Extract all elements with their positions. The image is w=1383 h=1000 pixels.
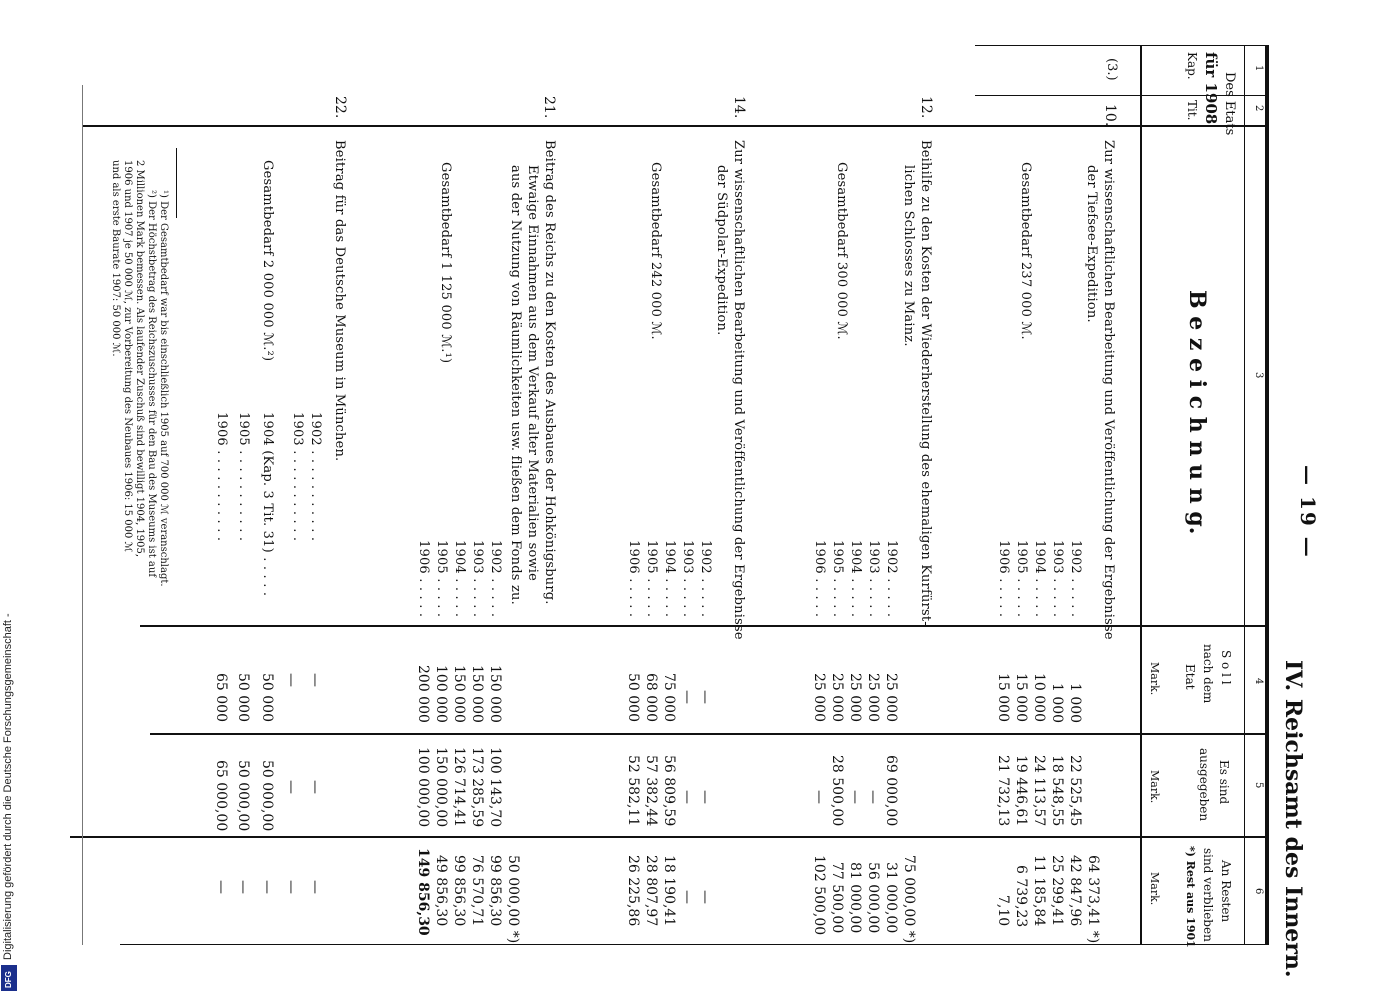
reste-value: 7,10	[995, 895, 1011, 927]
col-number-6: 6	[1253, 888, 1264, 895]
reste-value: 56 000,00	[865, 862, 881, 934]
year-label: 1906 . . . . .	[626, 540, 641, 618]
year-label: 1905 . . . . .	[1014, 540, 1029, 618]
ausgegeben-value: —	[847, 790, 863, 804]
soll-ausgegeben-divider	[150, 733, 1265, 735]
col-number-5: 5	[1253, 782, 1264, 789]
reste-value: 49 856,30	[433, 855, 449, 927]
ausgegeben-value: 57 382,44	[643, 755, 659, 827]
reste-value: 64 373,41 *)	[1085, 855, 1101, 944]
header-tit: Tit.	[1185, 100, 1199, 121]
reste-value: 26 225,86	[625, 855, 641, 927]
ausgegeben-value: 100 000,00	[415, 747, 431, 828]
reste-value: 42 847,96	[1067, 855, 1083, 927]
dfg-logo: DFG	[1, 965, 17, 991]
year-label: 1902 . . . . . . . . . . .	[308, 412, 323, 542]
soll-value: 150 000	[487, 665, 503, 723]
soll-value: —	[697, 690, 713, 704]
year-label: 1904 . . . . .	[662, 540, 677, 618]
tit-body-divider	[82, 125, 1265, 127]
ausgegeben-value: 19 446,61	[1013, 755, 1029, 827]
header-ausgegeben-unit: Mark.	[1148, 770, 1161, 804]
soll-value: 65 000	[213, 673, 229, 722]
ausgegeben-value: 173 285,59	[469, 747, 485, 828]
ausgegeben-value: 52 582,11	[625, 755, 641, 827]
soll-value: —	[679, 690, 695, 704]
soll-value: —	[307, 673, 323, 687]
gesamtbedarf-label: Gesamtbedarf 300 000 ℳ.	[834, 162, 849, 340]
year-label: 1903 . . . . .	[866, 540, 881, 618]
digitization-credit: Digitalisierung gefördert durch die Deutsche Forschungsgemeinschaft -	[2, 613, 14, 960]
ausgegeben-value: 50 000,00	[259, 760, 275, 832]
reste-value: 81 000,00	[847, 862, 863, 934]
page-number: — 19 —	[1296, 465, 1320, 559]
body-soll-divider	[140, 625, 1265, 627]
footnote-line: ¹) Der Gesamtbedarf war bis einschließlich 1905 auf 700 000 ℳ veranschlagt.	[158, 190, 169, 587]
header-reste-line1: An Resten	[1219, 860, 1233, 923]
header-bezeichnung: B e z e i c h n u n g.	[1184, 290, 1210, 535]
year-label: 1904 . . . . .	[1032, 540, 1047, 618]
header-reste-line3: *) Rest aus 1901	[1184, 846, 1197, 948]
year-label: 1903 . . . . . . . . . . .	[290, 412, 305, 542]
item-title-line: der Tiefsee-Expedition.	[1084, 165, 1099, 323]
ausgegeben-value: 150 000,00	[433, 747, 449, 828]
year-label: 1905 . . . . .	[434, 540, 449, 618]
kap-marker: (3.)	[1104, 58, 1119, 81]
ausgegeben-value: 21 732,13	[995, 755, 1011, 827]
soll-value: 75 000	[661, 673, 677, 722]
table-right-rule	[120, 944, 1268, 945]
ausgegeben-value: —	[811, 790, 827, 804]
year-label: 1902 . . . . .	[488, 540, 503, 618]
reste-value: 149 856,30	[415, 848, 431, 936]
ausgegeben-value: 56 809,59	[661, 755, 677, 827]
ausgegeben-value: 126 714,41	[451, 747, 467, 828]
year-label: 1904 . . . . .	[452, 540, 467, 618]
table-left-rule	[975, 45, 1265, 46]
reste-value: 99 856,30	[451, 855, 467, 927]
item-title-line: Zur wissenschaftlichen Bearbeitung und Veröffentlichung der Ergebnisse	[731, 140, 746, 640]
reste-value: —	[697, 890, 713, 904]
soll-value: 68 000	[643, 673, 659, 722]
footnote-line: 2 Millionen Mark bemessen. Als laufender Zuschuß sind bewilligt 1904, 1905,	[134, 160, 145, 558]
gesamtbedarf-label: Gesamtbedarf 2 000 000 ℳ.²)	[260, 160, 275, 362]
item-title-line: Beitrag des Reichs zu den Kosten des Ausbaues der Hohkönigsburg.	[542, 140, 557, 605]
header-bottom-rule	[1140, 45, 1142, 945]
footnote-line: und als erste Baurate 1907: 50 000 ℳ.	[110, 160, 121, 357]
soll-value: 25 000	[847, 673, 863, 722]
header-kap: Kap.	[1185, 52, 1199, 80]
item-title-line: aus der Nutzung von Räumlichkeiten usw. fließen dem Fonds zu.	[508, 165, 523, 605]
footnote-line: ²) Der Höchstbetrag des Reichszuschusses für den Bau des Museums ist auf	[146, 190, 157, 578]
table-top-rule	[1265, 45, 1269, 945]
soll-value: 25 000	[865, 673, 881, 722]
tit-number: 14.	[731, 96, 747, 119]
reste-value: 75 000,00 *)	[901, 855, 917, 944]
year-label: 1905 . . . . . . . . . . .	[236, 412, 251, 542]
reste-value: 28 807,97	[643, 855, 659, 927]
header-soll-line1: S o l l	[1219, 650, 1233, 685]
section-title: IV. Reichsamt des Innern.	[1280, 660, 1306, 978]
gesamtbedarf-label: Gesamtbedarf 242 000 ℳ.	[648, 162, 663, 340]
year-label: 1902 . . . . .	[1068, 540, 1083, 618]
year-label: 1903 . . . . .	[470, 540, 485, 618]
reste-value: —	[283, 880, 299, 894]
col-number-3: 3	[1253, 372, 1264, 379]
item-title-line: der Südpolar-Expedition.	[714, 165, 729, 336]
soll-value: 25 000	[883, 673, 899, 722]
year-label: 1902 . . . . .	[884, 540, 899, 618]
reste-value: 77 500,00	[829, 862, 845, 934]
col-number-4: 4	[1253, 678, 1264, 685]
soll-value: 10 000	[1031, 673, 1047, 722]
item-title-line: Zur wissenschaftlichen Bearbeitung und Veröffentlichung der Ergebnisse	[1101, 140, 1116, 640]
year-label: 1905 . . . . .	[830, 540, 845, 618]
year-label: 1905 . . . . .	[644, 540, 659, 618]
soll-value: 100 000	[433, 665, 449, 723]
tit-number: 12.	[918, 96, 934, 119]
soll-value: 200 000	[415, 665, 431, 723]
col-number-rule	[1244, 45, 1245, 945]
header-etat-line2: für 1908	[1202, 52, 1220, 125]
col-number-1: 1	[1253, 65, 1264, 72]
ausgegeben-value: —	[679, 790, 695, 804]
header-ausgegeben-line1: Es sind	[1217, 760, 1231, 805]
reste-value: —	[307, 880, 323, 894]
ausgegeben-value: —	[283, 780, 299, 794]
gesamtbedarf-label: Gesamtbedarf 1 125 000 ℳ.¹)	[438, 162, 453, 364]
item-title-line: Beihilfe zu den Kosten der Wiederherstellung des ehemaligen Kurfürst-	[918, 140, 933, 626]
ausgegeben-value: —	[307, 780, 323, 794]
ausgegeben-value: —	[865, 790, 881, 804]
reste-value: 6 739,23	[1013, 865, 1029, 928]
ausgegeben-value: 100 143,70	[487, 747, 503, 828]
reste-value: —	[679, 890, 695, 904]
col-number-2: 2	[1253, 105, 1264, 112]
soll-value: 50 000	[235, 673, 251, 722]
soll-value: —	[283, 673, 299, 687]
reste-value: —	[235, 880, 251, 894]
soll-value: 25 000	[829, 673, 845, 722]
year-label: 1904 (Kap. 3 Tit. 31) . . . . .	[260, 412, 275, 597]
reste-value: —	[213, 880, 229, 894]
ausgegeben-value: 69 000,00	[883, 755, 899, 827]
left-faint-rule	[82, 85, 83, 945]
header-soll-unit: Mark.	[1148, 662, 1161, 696]
soll-value: 50 000	[625, 673, 641, 722]
reste-value: 18 190,41	[661, 855, 677, 927]
reste-value: 99 856,30	[487, 855, 503, 927]
tit-number: 22.	[332, 96, 348, 119]
year-label: 1902 . . . . .	[698, 540, 713, 618]
tit-number: 10.	[1102, 104, 1118, 127]
soll-value: 50 000	[259, 673, 275, 722]
soll-value: 150 000	[469, 665, 485, 723]
footnote-line: 1906 und 1907 je 50 000 ℳ, zur Vorbereitung des Neubaues 1906: 15 000 ℳ	[122, 160, 133, 553]
reste-value: 102 500,00	[811, 855, 827, 936]
reste-value: 25 299,41	[1049, 855, 1065, 927]
reste-value: 50 000,00 *)	[505, 855, 521, 944]
year-label: 1906 . . . . .	[812, 540, 827, 618]
reste-value: 76 570,71	[469, 855, 485, 927]
ausgegeben-value: 28 500,00	[829, 755, 845, 827]
year-label: 1906 . . . . .	[416, 540, 431, 618]
header-ausgegeben-line2: ausgegeben	[1197, 748, 1211, 822]
year-label: 1903 . . . . .	[680, 540, 695, 618]
header-soll-line3: Etat	[1183, 664, 1197, 690]
year-label: 1904 . . . . .	[848, 540, 863, 618]
year-label: 1906 . . . . .	[996, 540, 1011, 618]
footnote-rule	[176, 148, 177, 218]
ausgegeben-value: 50 000,00	[235, 760, 251, 832]
soll-value: 1 000	[1049, 683, 1065, 724]
item-title-line: Etwaige Einnahmen aus dem Verkauf alter Materialien sowie	[525, 165, 540, 582]
ausgegeben-value: 22 525,45	[1067, 755, 1083, 827]
soll-value: 15 000	[995, 673, 1011, 722]
ausgegeben-reste-divider	[70, 836, 1265, 838]
header-reste-unit: Mark.	[1148, 872, 1161, 906]
soll-value: 25 000	[811, 673, 827, 722]
reste-value: 31 000,00	[883, 862, 899, 934]
ausgegeben-value: 24 113,57	[1031, 755, 1047, 827]
reste-value: 11 185,84	[1031, 855, 1047, 927]
header-soll-line2: nach dem	[1201, 644, 1215, 704]
year-label: 1906 . . . . . . . . . . .	[214, 412, 229, 542]
ausgegeben-value: 18 548,55	[1049, 755, 1065, 827]
soll-value: 150 000	[451, 665, 467, 723]
item-title-line: lichen Schlosses zu Mainz.	[901, 165, 916, 347]
reste-value: —	[259, 880, 275, 894]
tit-number: 21.	[541, 96, 557, 119]
soll-value: 15 000	[1013, 673, 1029, 722]
header-reste-line2: sind verblieben	[1201, 848, 1215, 942]
year-label: 1903 . . . . .	[1050, 540, 1065, 618]
soll-value: 1 000	[1067, 683, 1083, 724]
ausgegeben-value: 65 000,00	[213, 760, 229, 832]
gesamtbedarf-label: Gesamtbedarf 237 000 ℳ.	[1018, 162, 1033, 340]
ausgegeben-value: —	[697, 790, 713, 804]
header-etat-line1: Des Etats	[1222, 72, 1237, 136]
item-title-line: Beitrag für das Deutsche Museum in München.	[332, 140, 347, 462]
